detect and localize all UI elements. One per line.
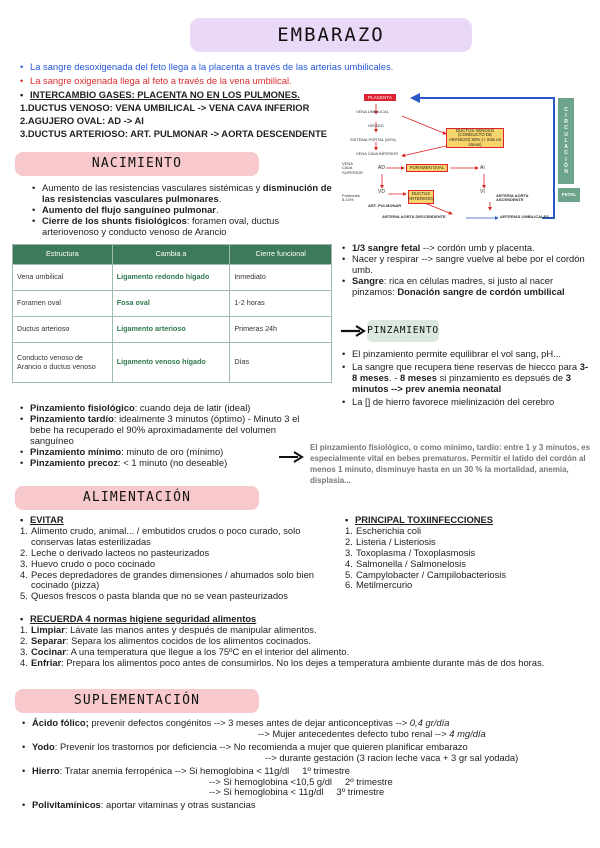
toxiinfecciones-section [345,515,590,591]
types-arrow-icon [278,450,304,464]
hierro-line2: --> Si hemoglobina <10,5 g/dl 2º trimestre [209,775,393,787]
vena-umbilical-label: VENA UMBILICAL [356,109,389,114]
arteria-aorta-desc-label: ARTERIA AORTA DESCENDENTE [382,214,446,219]
ad-label: AD [378,165,385,171]
art-pulmonar-label: ART. PULMONAR [368,203,402,208]
foramen-oval-box: FORAMEN OVAL [406,164,448,172]
table-cell: Días [230,343,332,383]
fetal-blood-section [342,243,592,298]
hierro-line3: --> Si hemoglobina < 11g/dl 3º trimestre [209,786,385,798]
pinzamiento-item: • El pinzamiento permite equilibrar el vol sang, pH... [342,349,592,360]
fetal-circulation-diagram [342,90,588,228]
yodo-item: • Yodo: Prevenir los trastornos por deficiencia --> No recomienda a mujer que quieren planificar embarazo [22,742,592,753]
table-cell: Vena umbilical [13,265,113,291]
shunt-item: 3.DUCTUS ARTERIOSO: ART. PULMONAR -> AORTA DESCENDENTE [20,127,328,139]
list-item: 6. Metilmercurio [345,579,413,591]
list-item: 3. Toxoplasma / Toxoplasmosis [345,546,476,558]
pinzamiento-type: • Pinzamiento fisiológico: cuando deja de latir (ideal) [20,403,310,414]
higado-label: HÍGADO [368,123,384,128]
hierro-item: • Hierro: Tratar anemia ferropénica --> Si hemoglobina < 11g/dl 1º trimestre [22,766,592,777]
ai-label: AI [480,165,485,171]
normas-label: • RECUERDA 4 normas higiene seguridad alimentos [20,614,592,625]
table-cell: 1-2 horas [230,291,332,317]
list-item: 4. Salmonella / Salmonelosis [345,557,466,569]
normas-section [20,614,592,669]
pinzamiento-section [342,349,592,408]
table-row [13,317,332,343]
list-item: 3. Huevo crudo o poco cocinado [20,557,156,569]
pinzamiento-item: • La sangre que recupera tiene reservas de hiecco para 3-8 meses. - 8 meses si pinzamiento es depsués de 3 minutos --> prev anemia neonatal [342,362,592,395]
pinzamiento-item: • La [] de hierro favorece mielinización del cerebro [342,397,592,408]
nacimiento-item: • Aumento de las resistencias vasculares sistémicas y disminución de las resistencias vasculares pulmonares. [32,183,334,205]
list-item: 3. Cocinar: A una temperatura que llegue a los 75ºC en el interior del alimento. [20,645,350,657]
table-row [13,291,332,317]
pinzamiento-type: • Pinzamiento tardío: idealmente 3 minutos (óptimo) - Minuto 3 el bebe ha recuperado el 90% aproximadamente del volumen sanguíneo [20,414,310,447]
list-item: 4. Peces depredadores de grandes dimensiones / ahumados solo bien cocinado (pizza) [20,568,314,591]
arterias-umbilicales-label: ARTERIAS UMBILICALES [500,214,549,219]
table-header: Cambia a [112,245,230,265]
list-item: 1. Limpiar: Lávate las manos antes y después de manipular alimentos. [20,623,317,635]
suplementacion-section [22,718,592,811]
nacimiento-item: • Cierre de los shunts fisiológicos: foramen oval, ductus arteriovenoso y conducto venoso de Arancio [32,216,334,238]
acido-folico-line2: --> Mujer antecedentes defecto tubo renal --> 4 mg/día [258,727,486,739]
pinzamiento-type: • Pinzamiento precoz: < 1 minuto (no deseable) [20,458,310,469]
table-header: Estructura [13,245,113,265]
list-item: 4. Enfriar: Prepara los alimentos poco antes de consumirlos. No los dejes a temperatura ambiente durante más de dos horas. [20,656,545,668]
table-row [13,343,332,383]
fetal-blood-item: • 1/3 sangre fetal --> cordón umb y placenta. [342,243,592,254]
pinzamiento-note: El pinzamiento fisiológico, o como mínimo, tardío: entre 1 y 3 minutos, es especialmente vital en bebes prematuros. Permitir el latido del cordón al menos 1 minuto, disminuye hasta en un 30 % la mortalidad, anemia, displasia... [310,443,591,486]
table-cell: Conducto venoso de Arancio o ductus venoso [13,343,113,383]
acido-folico-item: • Ácido fólico; prevenir defectos congénitos --> 3 meses antes de dejar anticonceptivas --> 0,4 gr/día [22,718,592,729]
sistema-portal-label: SISTEMA PORTAL (50%) [350,137,396,142]
polivitaminicos-item: • Polivitamínicos: aportar vitaminas y otras sustancias [22,800,592,811]
closure-table [12,244,332,383]
suplementacion-heading: SUPLEMENTACIÓN [15,689,259,713]
list-item: 2. Listeria / Listeriosis [345,535,436,547]
table-cell: Primeras 24h [230,317,332,343]
tox-label: • PRINCIPAL TOXIINFECCIONES [345,515,590,526]
table-row [13,265,332,291]
nacimiento-item: • Aumento del flujo sanguíneo pulmonar. [32,205,334,216]
closure-table-wrap [12,244,332,383]
placenta-label: PLACENTA [364,94,396,101]
table-cell: Ductus arterioso [13,317,113,343]
vena-cava-inferior-label: VENA CAVA INFERIOR [356,151,399,156]
alimentacion-heading: ALIMENTACIÓN [15,486,259,510]
list-item: 5. Campylobacter / Campilobacteriosis [345,568,507,580]
shunt-list [20,103,340,140]
yodo-line2: --> durante gestación (3 racion leche vaca + 3 gr sal yodada) [265,751,519,763]
shunt-item: 2.AGUJERO OVAL: AD -> AI [20,114,144,126]
fetal-blood-item: • Nacer y respirar --> sangre vuelve al bebe por el cordón umb. [342,254,592,276]
table-cell: Inmediato [230,265,332,291]
tox-list [345,526,590,591]
list-item: 5. Quesos frescos o pasta blanda que no se vean pasteurizados [20,590,288,602]
fetal-badge: FETAL [558,188,580,202]
table-cell: Foramen oval [13,291,113,317]
table-cell: Fosa oval [112,291,230,317]
nacimiento-heading: NACIMIENTO [15,152,259,176]
ductus-venoso-box: DUCTUS VENOSO (CONDUCTO DE ARANCIO) 50% (+ más en stress) [446,128,504,148]
shunt-item: 1.DUCTUS VENOSO: VENA UMBILICAL -> VENA CAVA INFERIOR [20,101,310,113]
normas-list [20,625,592,669]
list-item: 1. Alimento crudo, animal... / embutidos crudos o poco curado, solo conservas latas esterilizadas [20,524,301,547]
list-item: 2. Leche o derivado lacteos no pasteurizados [20,546,210,558]
list-item: 1. Escherichia coli [345,524,422,536]
intro-blue-line: • La sangre desoxigenada del feto llega a la placenta a través de las arterias umbilicales. [20,62,340,73]
arteria-aorta-asc-label: ARTERIA AORTA ASCENDENTE [496,193,529,203]
evitar-section [20,515,320,602]
vd-label: VD [378,189,385,195]
pulmones-label: Pulmones 5-10% [342,193,360,203]
table-header-row [13,245,332,265]
list-item: 2. Separar: Separa los alimentos cocidos de los alimentos cocinados. [20,634,311,646]
evitar-label: • EVITAR [20,515,320,526]
page-title: EMBARAZO [190,18,472,52]
fetal-blood-item: • Sangre: rica en células madres, si justo al nacer pinzamos: Donación sangre de cordón umbilical [342,276,592,298]
table-cell: Ligamento arterioso [112,317,230,343]
evitar-list [20,526,320,602]
vena-cava-sup-label: VENA CAVA SUPERIOR [342,161,363,175]
intro-red-line: • La sangre oxigenada llega al feto a través de la vena umbilical. [20,76,340,87]
pinzamiento-arrow-icon [340,324,366,338]
table-header: Cierre funcional [230,245,332,265]
circulacion-badge: C I R C U L A C I Ó N [558,98,574,184]
pinzamiento-types [20,403,310,468]
table-cell: Ligamento venoso hígado [112,343,230,383]
nacimiento-section [32,183,334,238]
table-cell: Ligamento redondo hígado [112,265,230,291]
pinzamiento-type: • Pinzamiento mínimo: minuto de oro (mínimo) [20,447,310,458]
vi-label: VI [480,189,485,195]
pinzamiento-heading: PINZAMIENTO [367,320,439,342]
intro-exchange: • INTERCAMBIO GASES: PLACENTA NO EN LOS PULMONES. [20,90,340,101]
ductus-arterioso-box: DUCTUS ARTERIOSO [408,190,434,204]
